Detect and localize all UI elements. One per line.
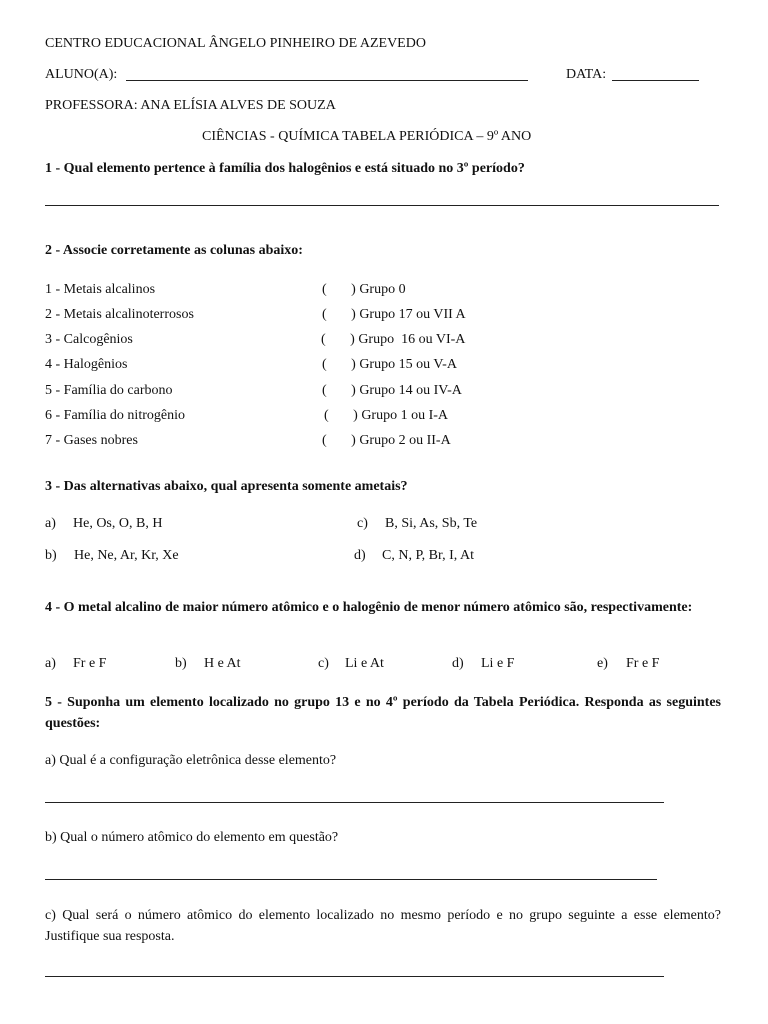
option-text[interactable]: Fr e F bbox=[73, 656, 107, 671]
school-name: CENTRO EDUCACIONAL ÂNGELO PINHEIRO DE AZEVEDO bbox=[45, 36, 426, 51]
option-letter: a) bbox=[45, 516, 56, 531]
match-left-item: 2 - Metais alcalinoterrosos bbox=[45, 307, 194, 322]
option-letter: d) bbox=[452, 656, 464, 671]
question-3: 3 - Das alternativas abaixo, qual apresenta somente ametais? bbox=[45, 479, 408, 494]
match-right-item[interactable]: ( ) Grupo 2 ou II-A bbox=[322, 433, 451, 448]
subject-title: CIÊNCIAS - QUÍMICA TABELA PERIÓDICA – 9º ANO bbox=[202, 129, 532, 144]
student-name-line[interactable] bbox=[126, 80, 528, 81]
match-right-item[interactable]: ( ) Grupo 1 ou I-A bbox=[324, 408, 449, 423]
option-letter: b) bbox=[175, 656, 187, 671]
option-text[interactable]: Li e F bbox=[481, 656, 515, 671]
answer-line-5b[interactable] bbox=[45, 879, 657, 880]
option-letter: c) bbox=[318, 656, 329, 671]
match-left-item: 7 - Gases nobres bbox=[45, 433, 138, 448]
match-right-item[interactable]: ( ) Grupo 14 ou IV-A bbox=[322, 383, 462, 398]
match-right-item[interactable]: ( ) Grupo 17 ou VII A bbox=[322, 307, 466, 322]
question-5c: c) Qual será o número atômico do elemento localizado no mesmo período e no grupo seguinte a esse elemento? Justifique sua resposta. bbox=[45, 908, 721, 944]
option-letter: c) bbox=[357, 516, 368, 531]
option-text[interactable]: He, Ne, Ar, Kr, Xe bbox=[74, 548, 179, 563]
option-text[interactable]: C, N, P, Br, I, At bbox=[382, 548, 475, 563]
question-1: 1 - Qual elemento pertence à família dos halogênios e está situado no 3º período? bbox=[45, 161, 525, 176]
option-text[interactable]: Li e At bbox=[345, 656, 384, 671]
match-right-item[interactable]: ( ) Grupo 0 bbox=[322, 282, 406, 297]
answer-line-5a[interactable] bbox=[45, 802, 664, 803]
match-right-item[interactable]: ( ) Grupo 15 ou V-A bbox=[322, 357, 457, 372]
answer-line-1[interactable] bbox=[45, 205, 719, 206]
option-letter: b) bbox=[45, 548, 57, 563]
match-right-item[interactable]: ( ) Grupo 16 ou VI-A bbox=[321, 332, 466, 347]
date-line[interactable] bbox=[612, 80, 699, 81]
match-left-item: 4 - Halogênios bbox=[45, 357, 128, 372]
match-left-item: 3 - Calcogênios bbox=[45, 332, 133, 347]
match-left-item: 5 - Família do carbono bbox=[45, 383, 173, 398]
option-letter: e) bbox=[597, 656, 608, 671]
question-4: 4 - O metal alcalino de maior número atômico e o halogênio de menor número atômico são, respectivamente: bbox=[45, 600, 693, 615]
student-label: ALUNO(A): bbox=[45, 67, 118, 82]
answer-line-5c[interactable] bbox=[45, 976, 664, 977]
option-text[interactable]: B, Si, As, Sb, Te bbox=[385, 516, 478, 531]
option-letter: d) bbox=[354, 548, 366, 563]
question-5: 5 - Suponha um elemento localizado no grupo 13 e no 4º período da Tabela Periódica. Responda as seguintes questões: bbox=[45, 695, 721, 731]
question-5a: a) Qual é a configuração eletrônica desse elemento? bbox=[45, 753, 337, 768]
match-left-item: 1 - Metais alcalinos bbox=[45, 282, 156, 297]
option-letter: a) bbox=[45, 656, 56, 671]
question-5b: b) Qual o número atômico do elemento em questão? bbox=[45, 830, 339, 845]
option-text[interactable]: Fr e F bbox=[626, 656, 660, 671]
date-label: DATA: bbox=[566, 67, 607, 82]
match-left-item: 6 - Família do nitrogênio bbox=[45, 408, 185, 423]
teacher-name: PROFESSORA: ANA ELÍSIA ALVES DE SOUZA bbox=[45, 98, 336, 113]
option-text[interactable]: H e At bbox=[204, 656, 241, 671]
question-2: 2 - Associe corretamente as colunas abaixo: bbox=[45, 243, 303, 258]
option-text[interactable]: He, Os, O, B, H bbox=[73, 516, 163, 531]
